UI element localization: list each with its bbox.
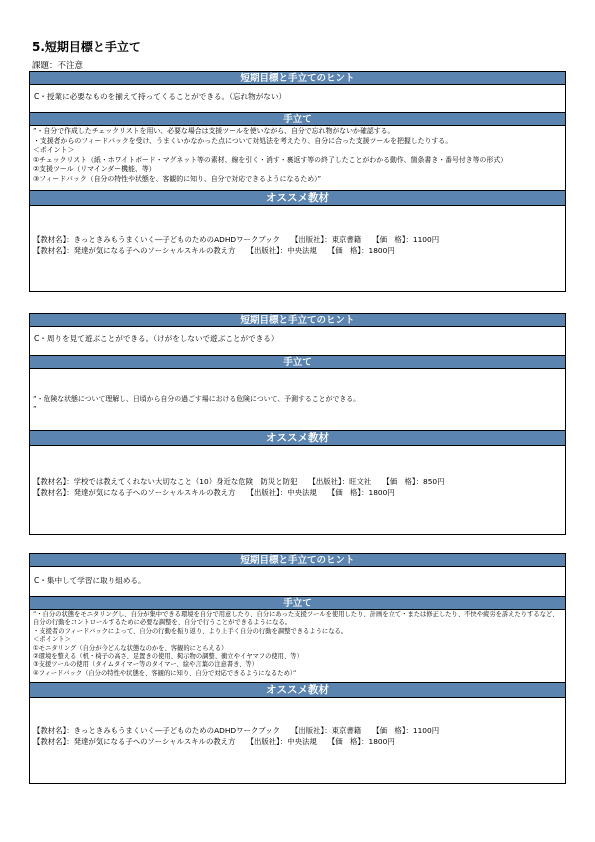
- subject-label: 課題：不注意: [32, 61, 84, 71]
- material-item: 【教材名】：学校では教えてくれない大切なこと（10）身近な危険 防災と防犯 【出版社】：旺文社 【価 格】：850円: [33, 477, 445, 486]
- method-line: ①モニタリング（自分が今どんな状態なのかを、客観的にとらえる）: [33, 644, 228, 652]
- materials-header: オススメ教材: [30, 431, 565, 446]
- materials-text: [30, 446, 565, 534]
- materials-header: オススメ教材: [30, 191, 565, 206]
- goal-card-2: [29, 313, 566, 535]
- goal-text: C・周りを見て遊ぶことができる。（けがをしないで遊ぶことができる）: [30, 327, 565, 356]
- method-line: ＜ポイント＞: [33, 636, 71, 644]
- hint-header: 短期目標と手立てのヒント: [30, 554, 565, 567]
- method-line: ・支援者のフィードバックによって、自分の行動を振り返り、より上手く自分の行動を調整できるようになる。: [33, 627, 348, 635]
- method-text: [30, 369, 565, 431]
- materials-text: [30, 206, 565, 291]
- method-header: 手立て: [30, 113, 565, 126]
- method-line: ④フィードバック（自分の特性や状態を、客観的に知り、自分で対応できるようになるため）”: [33, 669, 297, 677]
- hint-header: 短期目標と手立てのヒント: [30, 72, 565, 85]
- goal-card-1: [29, 71, 566, 292]
- method-text: [30, 610, 565, 683]
- method-line: ”・危険な状態について理解し、日頃から自分の過ごす場における危険について、予測することができる。: [33, 395, 361, 403]
- method-line: ”: [33, 404, 37, 413]
- material-item: 【教材名】：発達が気になる子へのソーシャルスキルの教え方 【出版社】：中央法規 【価 格】：1800円: [33, 246, 395, 255]
- method-line: ”・自分の状態をモニタリングし、自分が集中できる環境を自分で用意したり、自分にあった支援ツールを使用したり、計画を立て・または修正したり、不快や疲労を訴えたりするなど、自分の行動をコントロールするために必要な調整を、自分で行うことができるようになる。: [33, 611, 559, 627]
- materials-text: [30, 698, 565, 783]
- goal-text: C・授業に必要なものを揃えて持ってくることができる。（忘れ物がない）: [30, 85, 565, 113]
- page-title: 5.短期目標と手立て: [32, 40, 141, 54]
- method-line: ＜ポイント＞: [33, 146, 75, 155]
- material-item: 【教材名】：きっときみもうまくいく―子どものためのADHDワークブック 【出版社】：東京書籍 【価 格】：1100円: [33, 235, 440, 244]
- method-header: 手立て: [30, 356, 565, 369]
- hint-header: 短期目標と手立てのヒント: [30, 314, 565, 327]
- method-line: ③フィードバック（自分の特性や状態を、客観的に知り、自分で対応できるようになるため）”: [33, 174, 322, 183]
- material-item: 【教材名】：発達が気になる子へのソーシャルスキルの教え方 【出版社】：中央法規 【価 格】：1800円: [33, 737, 395, 746]
- method-line: ・支援者からのフィードバックを受け、うまくいかなかった点について対処法を考えたり、自分に合った支援ツールを把握したりする。: [33, 136, 453, 145]
- method-header: 手立て: [30, 597, 565, 610]
- method-text: [30, 126, 565, 191]
- method-line: ”・自分で作成したチェックリストを用い、必要な場合は支援ツールを使いながら、自分で忘れ物がないか確認する。: [33, 127, 395, 135]
- method-line: ②環境を整える（机・椅子の高さ、足置きの使用、掲示物の調整、衝立やイヤマフの使用、等）: [33, 653, 303, 661]
- method-line: ②支援ツール（リマインダー機能、等）: [33, 165, 156, 174]
- method-line: ③支援ツールの使用（タイムタイマー等のタイマー、絵や言葉の注意書き、等）: [33, 661, 259, 669]
- goal-card-3: [29, 553, 566, 784]
- material-item: 【教材名】：発達が気になる子へのソーシャルスキルの教え方 【出版社】：中央法規 【価 格】：1800円: [33, 488, 395, 497]
- method-line: ①チェックリスト（紙・ホワイトボード・マグネット等の素材、線を引く・消す・裏返す等の終了したことがわかる動作、箇条書き・番号付き等の形式）: [33, 155, 508, 164]
- materials-header: オススメ教材: [30, 683, 565, 698]
- material-item: 【教材名】：きっときみもうまくいく―子どものためのADHDワークブック 【出版社】：東京書籍 【価 格】：1100円: [33, 726, 440, 735]
- goal-text: C・集中して学習に取り組める。: [30, 567, 565, 597]
